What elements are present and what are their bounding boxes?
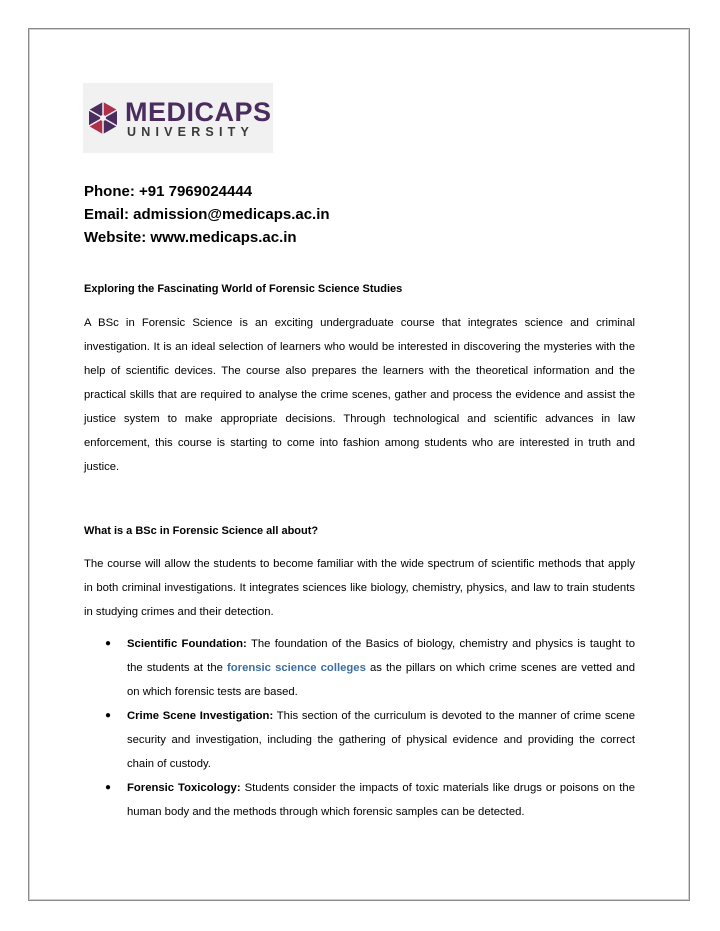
list-item-text: Students consider the impacts of toxic materials like drugs or poisons on the human body and the methods through which forensic samples can be detected.	[127, 782, 635, 818]
section-heading-about: What is a BSc in Forensic Science all about?	[84, 525, 319, 537]
list-item-title: Crime Scene Investigation:	[127, 710, 274, 722]
list-item-text: as the pillars on which crime scenes are vetted and on which forensic tests are based.	[127, 662, 636, 698]
list-item	[84, 776, 635, 824]
contact-phone: Phone: +91 7969024444	[84, 183, 253, 200]
bullet-icon: ●	[105, 638, 112, 649]
list-item-text: The foundation of the Basics of biology, chemistry and physics is taught to the students at the	[127, 638, 635, 674]
about-paragraph: The course will allow the students to become familiar with the wide spectrum of scientific methods that apply in both criminal investigations. It integrates sciences like biology, chemistry, physics, and law to train students in studying crimes and their detection.	[84, 558, 635, 618]
logo-title: MEDICAPS	[125, 97, 272, 127]
bullet-icon: ●	[105, 782, 112, 793]
logo-emblem-icon	[87, 100, 119, 136]
contact-website: Website: www.medicaps.ac.in	[84, 229, 297, 246]
section-heading-intro: Exploring the Fascinating World of Forensic Science Studies	[84, 283, 403, 295]
list-item-text: This section of the curriculum is devoted to the manner of crime scene security and investigation, including the gathering of physical evidence and providing the correct chain of custody.	[127, 710, 635, 770]
list-item	[84, 704, 635, 776]
intro-paragraph: A BSc in Forensic Science is an exciting undergraduate course that integrates science and criminal investigation. It is an ideal selection of learners who would be interested in discovering the mysteries with the help of scientific devices. The course also prepares the learners with the theoretical information and the practical skills that are required to analyse the crime scenes, gather and process the evidence and assist the justice system to make appropriate decisions. Through technological and scientific advances in law enforcement, this course is starting to come into fashion among students who are interested in truth and justice.	[84, 317, 635, 473]
contact-email: Email: admission@medicaps.ac.in	[84, 206, 330, 223]
list-item	[84, 632, 635, 704]
topic-list	[84, 632, 635, 824]
university-logo	[83, 83, 273, 153]
logo-subtitle: UNIVERSITY	[127, 125, 255, 139]
forensic-colleges-link[interactable]: forensic science colleges	[227, 662, 366, 674]
list-item-title: Forensic Toxicology:	[127, 782, 241, 794]
list-item-title: Scientific Foundation:	[127, 638, 247, 650]
bullet-icon: ●	[105, 710, 112, 721]
